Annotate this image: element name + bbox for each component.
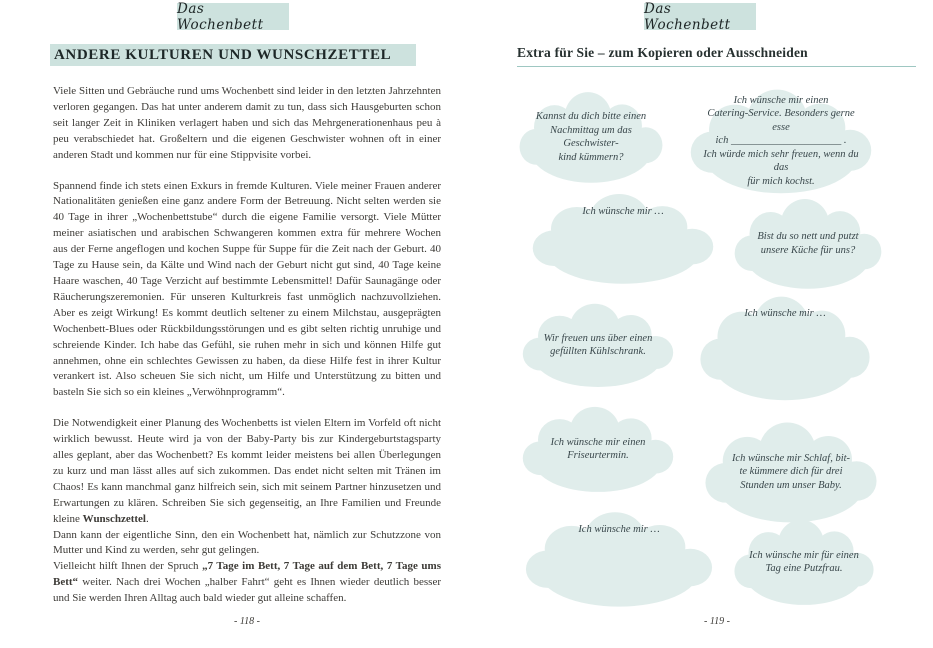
paragraph: Vielleicht hilft Ihnen der Spruch „7 Tage im Bett, 7 Tage auf dem Bett, 7 Tage ums Bett“ weiter. Nach drei Wochen „halber Fahrt“ geht es Ihnen wieder deutlich besser und Sie werden Ihren Alltag auch bald wieder gut alleine schaffen. bbox=[53, 560, 441, 605]
cloud-text: Ich wünsche mir … bbox=[582, 206, 664, 217]
wish-cloud bbox=[518, 300, 678, 390]
wish-cloud bbox=[518, 403, 678, 495]
cloud-text: Bist du so nett und putzt unsere Küche für uns? bbox=[757, 231, 859, 256]
cloud-text: Ich wünsche mir … bbox=[744, 308, 826, 319]
wish-cloud bbox=[520, 508, 718, 610]
chapter-heading: ANDERE KULTUREN UND WUNSCHZETTEL bbox=[54, 46, 392, 63]
wish-cloud bbox=[700, 418, 882, 526]
paragraph: Die Notwendigkeit einer Planung des Wochenbetts ist vielen Eltern im Vorfeld oft nicht wirklich bewusst. Heute wird ja von der Baby-Party bis zur Kindergeburtstagsparty alles geplant, aber das Wochenbett? Es kommt leider meistens bei allen Überlegungen zu kurz und man lässt alles auf sich zukommen. Das endet nicht selten mit Tränen im Chaos! Es kann manchmal ganz hilfreich sein, sich mit seinem Partner hinzusetzen und Erwartungen zu klären. Schreiben Sie sich gegenseitig, an Ihre Familien und Freunde kleine Wunschzettel. bbox=[53, 417, 441, 525]
running-header-badge-right bbox=[644, 0, 756, 33]
page-number-right: - 119 - bbox=[704, 616, 730, 627]
body-text bbox=[53, 84, 441, 607]
wish-cloud bbox=[730, 516, 878, 608]
cloud-text: Ich wünsche mir … bbox=[578, 524, 660, 535]
paragraph: Dann kann der eigentliche Sinn, den ein Wochenbett hat, nämlich zur Schutzzone von Mutter und Kind zu werden, sehr gut gelingen. bbox=[53, 528, 441, 557]
right-page bbox=[467, 0, 933, 648]
paragraph: Viele Sitten und Gebräuche rund ums Wochenbett sind leider in den letzten Jahrzehnten verloren gegangen. Das hat unter anderem damit zu tun, dass sich Hausgeburten schon seit langer Zeit in Kliniken verlagert haben und sich das Mehrgenerationenhaus peu à peu verabschiedet hat. Großeltern und die eigenen Geschwister wohnen oft in einer anderen Stadt und kommen nur für eine Stippvisite vorbei. bbox=[53, 85, 441, 161]
wish-cloud bbox=[527, 190, 719, 287]
chapter-heading-bar bbox=[50, 44, 416, 66]
paragraph: Spannend finde ich stets einen Exkurs in fremde Kulturen. Viele meiner Frauen anderer Nationalitäten genießen eine ganz andere Form der Betreuung. Nicht selten werden sie 40 Tage in ihrer „Wochenbettstube“ durch die eigene Familie versorgt. Viele Mütter meiner asiatischen und arabischen Schwangeren kommen extra für mehrere Wochen aus der Ferne angeflogen und kochen Suppe für Suppe für die Zeit nach der Geburt. 40 Tage zu Hause sein, da Kälte und Wind nach der Geburt nicht gut sind, 40 Tage keine Haare waschen, 40 Tage Verzicht auf bestimmte Lebensmittel! Dafür Saunagänge oder Räucherungszeremonien. Für unseren Kulturkreis fast unmöglich nachzuvollziehen. Aber es zeigt Wirkung! Es kommt deutlich seltener zu einem Milchstau, ausgeprägten Wochenbett-Blues oder Rückbildungsstörungen und es gibt selten richtig unruhige und schreiende Kinder. Ich habe das Gefühl, sie ruhen mehr in sich und können Hilfe gut annehmen, ohne ein schlechtes Gewissen zu haben, da diese Hilfe fest in ihrer Kultur verankert ist. Also scheuen Sie sich nicht, um Hilfe und Unterstützung zu bitten und basteln Sie sich so ein kleines „Verwöhnprogramm“. bbox=[53, 179, 441, 399]
wish-cloud bbox=[685, 85, 877, 197]
cloud-text: Ich wünsche mir für einen Tag eine Putzfrau. bbox=[749, 549, 859, 574]
running-header-text: Das Wochenbett bbox=[644, 0, 731, 33]
wish-cloud bbox=[695, 292, 875, 404]
cloud-text: Ich wünsche mir einen Catering-Service. Besonders gerne esse ich _____________________ . Ich würde mich sehr freuen, wenn du das für mich kochst. bbox=[703, 94, 859, 187]
page-number-left: - 118 - bbox=[234, 616, 260, 627]
running-header-badge-left bbox=[177, 0, 289, 33]
cloud-text: Ich wünsche mir Schlaf, bit- te kümmere dich für drei Stunden um unser Baby. bbox=[731, 452, 851, 491]
cloud-text: Wir freuen uns über einen gefüllten Kühlschrank. bbox=[543, 332, 653, 357]
wish-cloud bbox=[515, 88, 667, 186]
cloud-text: Ich wünsche mir einen Friseurtermin. bbox=[550, 436, 646, 461]
extra-heading: Extra für Sie – zum Kopieren oder Ausschneiden bbox=[517, 45, 916, 67]
wish-cloud bbox=[730, 195, 886, 292]
cloud-text: Kannst du dich bitte einen Nachmittag um das Geschwister- kind kümmern? bbox=[535, 111, 647, 163]
running-header-text: Das Wochenbett bbox=[177, 0, 264, 33]
left-page bbox=[0, 0, 466, 648]
